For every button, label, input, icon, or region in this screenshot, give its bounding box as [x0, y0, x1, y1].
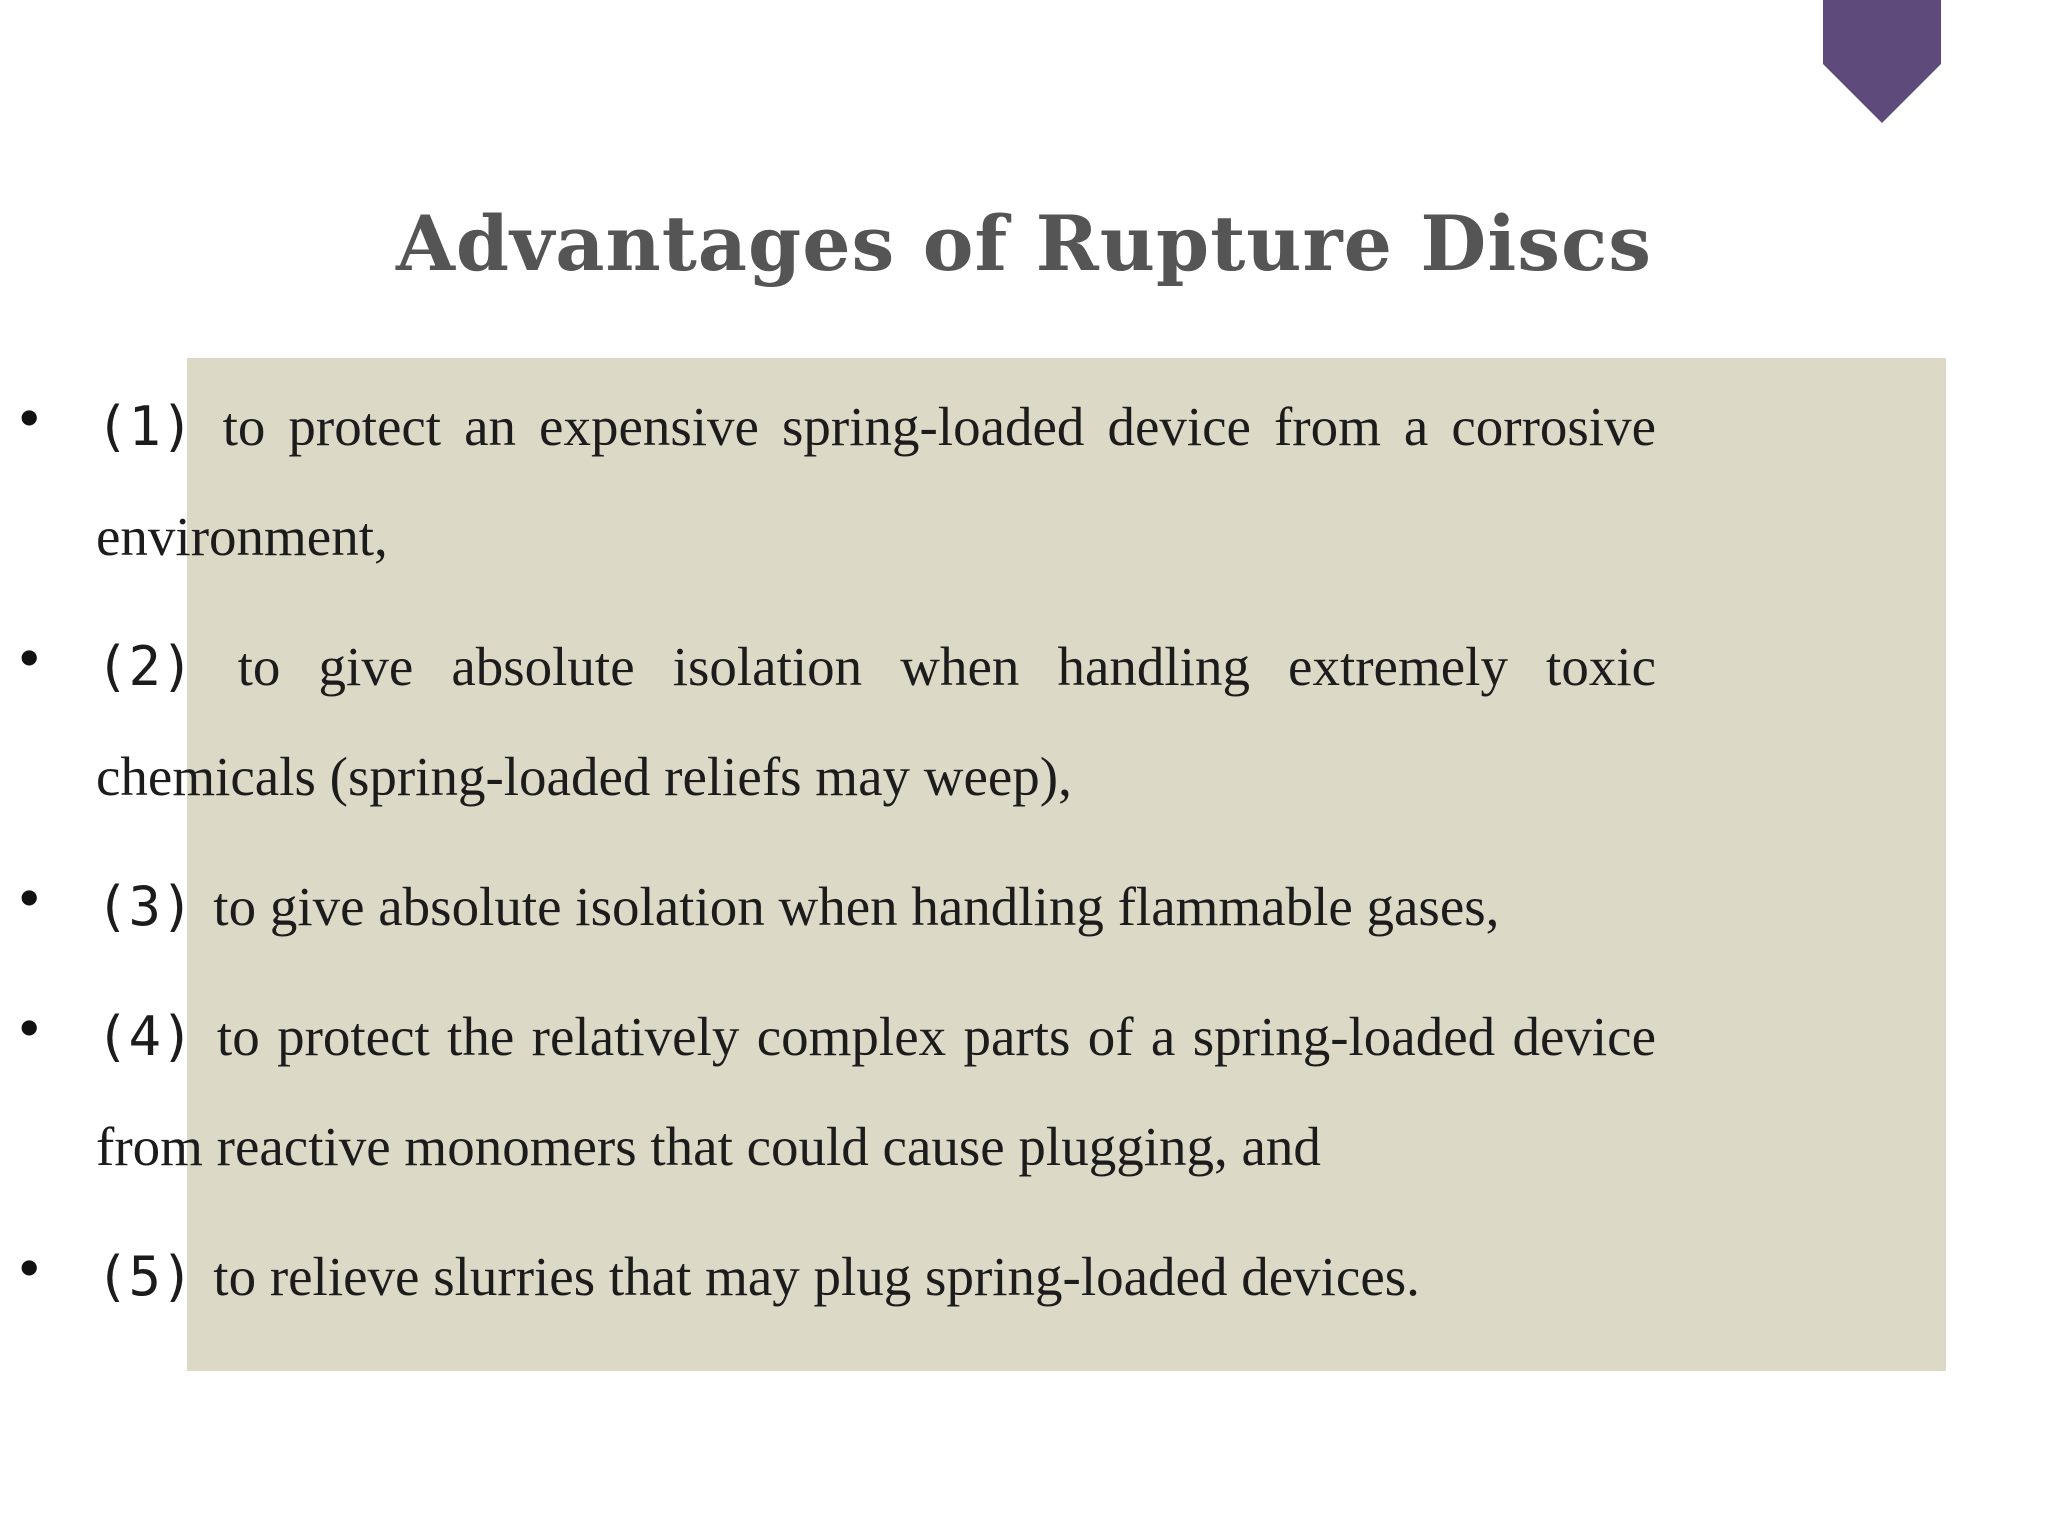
bullet-icon: •: [18, 1232, 41, 1303]
bullet-text: to protect an expensive spring-loaded device from a corrosive environment,: [96, 396, 1656, 567]
corner-bookmark-tab: [1823, 0, 1941, 123]
bullet-text: to give absolute isolation when handling flammable gases,: [213, 876, 1500, 937]
bullet-item-5: [18, 1222, 1656, 1332]
bullet-item-2: [18, 612, 1657, 832]
bullet-number: (1): [96, 395, 194, 458]
bullet-number: (4): [96, 1005, 194, 1068]
slide-title: Advantages of Rupture Discs: [395, 198, 1653, 288]
bullet-number: (2): [96, 635, 194, 698]
bullet-icon: •: [18, 622, 41, 693]
bullet-item-4: [18, 982, 1657, 1202]
bullet-icon: •: [18, 992, 41, 1063]
bullet-icon: •: [18, 382, 41, 453]
bullet-item-1: [18, 372, 1656, 592]
bullet-text: to protect the relatively complex parts of a spring-loaded device from reactive monomers that could cause plugging, and: [96, 1006, 1657, 1177]
bullet-text: to relieve slurries that may plug spring-loaded devices.: [213, 1246, 1420, 1307]
bullet-item-3: [18, 852, 1656, 962]
bullet-text: to give absolute isolation when handling extremely toxic chemicals (spring-loaded reliefs may weep),: [96, 636, 1657, 807]
bullet-number: (3): [96, 875, 194, 938]
bullet-number: (5): [96, 1245, 194, 1308]
bullet-icon: •: [18, 862, 41, 933]
